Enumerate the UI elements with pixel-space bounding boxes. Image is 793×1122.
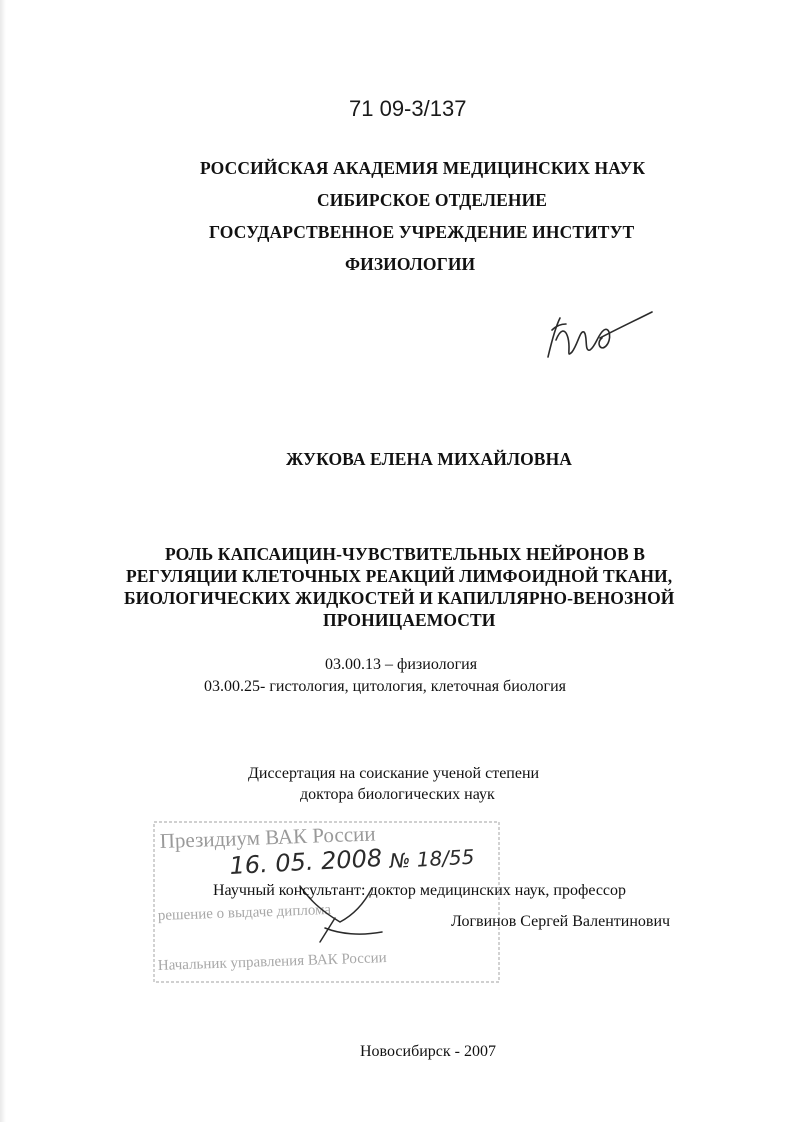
organization-line-4: ФИЗИОЛОГИИ	[345, 254, 476, 274]
consultant-line-1: Научный консультант: доктор медицинских наук, профессор	[213, 882, 627, 899]
title-line-4: ПРОНИЦАЕМОСТИ	[323, 610, 496, 630]
specialty-line-2: 03.00.25- гистология, цитология, клеточная биология	[204, 678, 567, 695]
organization-line-1: РОССИЙСКАЯ АКАДЕМИЯ МЕДИЦИНСКИХ НАУК	[200, 158, 646, 178]
consultant-line-2: Логвинов Сергей Валентинович	[451, 913, 671, 930]
title-line-2: РЕГУЛЯЦИИ КЛЕТОЧНЫХ РЕАКЦИЙ ЛИМФОИДНОЙ ТКАНИ,	[126, 566, 673, 586]
title-line-3: БИОЛОГИЧЕСКИХ ЖИДКОСТЕЙ И КАПИЛЛЯРНО-ВЕНОЗНОЙ	[124, 588, 675, 608]
stamp-line-1: Президиум ВАК России	[159, 821, 376, 853]
author-name: ЖУКОВА ЕЛЕНА МИХАЙЛОВНА	[286, 449, 573, 469]
stamp-handwritten-number: № 18/55	[389, 844, 475, 873]
organization-line-3: ГОСУДАРСТВЕННОЕ УЧРЕЖДЕНИЕ ИНСТИТУТ	[209, 222, 635, 242]
specialty-line-1: 03.00.13 – физиология	[325, 656, 478, 673]
degree-line-2: доктора биологических наук	[300, 786, 495, 803]
title-line-1: РОЛЬ КАПСАИЦИН-ЧУВСТВИТЕЛЬНЫХ НЕЙРОНОВ В	[165, 544, 646, 564]
stamp-line-4: Начальник управления ВАК России	[157, 950, 387, 974]
organization-line-2: СИБИРСКОЕ ОТДЕЛЕНИЕ	[317, 190, 548, 210]
place-and-year: Новосибирск - 2007	[360, 1043, 496, 1060]
degree-line-1: Диссертация на соискание ученой степени	[248, 765, 540, 782]
catalog-code: 71 09-3/137	[349, 96, 467, 121]
stamp-handwritten-date: 16. 05. 2008	[228, 844, 383, 880]
stamp-line-3: решение о выдаче диплома	[157, 901, 332, 924]
